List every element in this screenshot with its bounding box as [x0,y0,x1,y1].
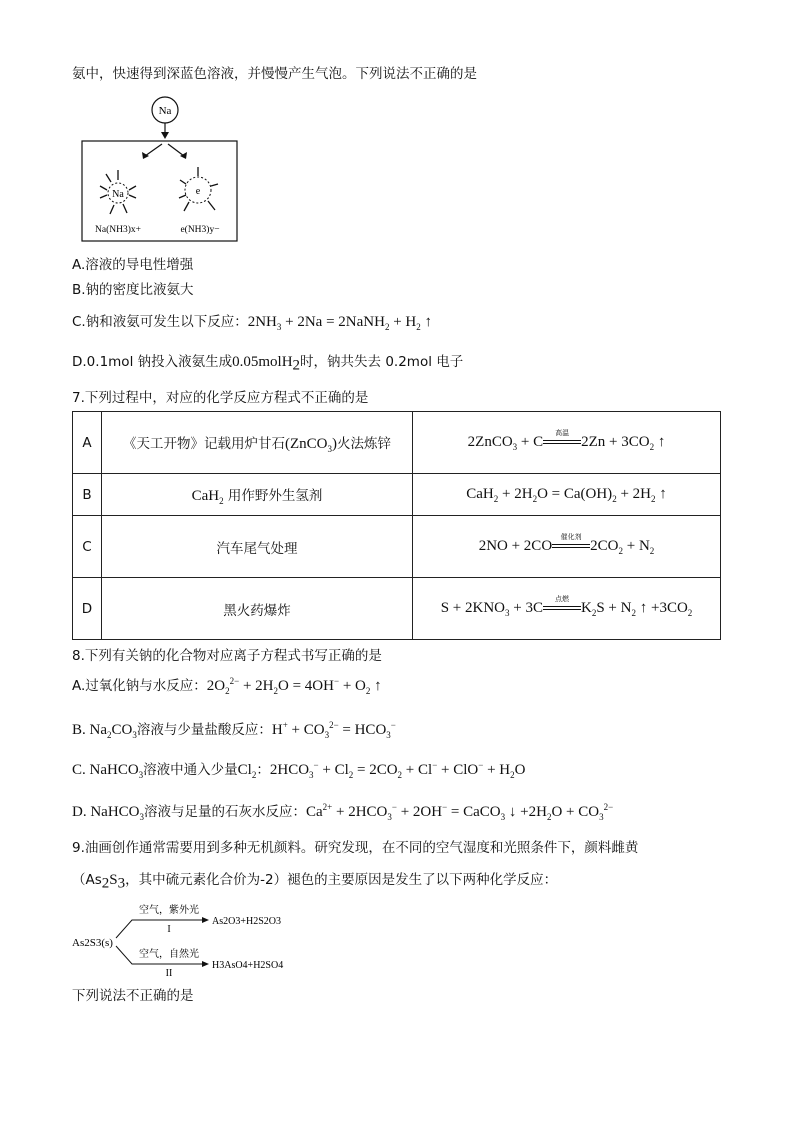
q8-option-a: A.过氧化钠与水反应：$2O_2^{2-} + 2H_2O = 4OH^- + O_2$ ↑ [72,676,382,696]
diagram-na-label: Na [158,105,172,117]
row-equation: $CaH_2 + 2H_2O = Ca(OH)_2 + 2H_2$ ↑ [413,474,721,516]
row-description: 汽车尾气处理 [102,516,413,578]
q6-option-d-suffix: 时，钠共失去 0.2mol 电子 [300,354,464,370]
table-row [73,578,721,640]
row-equation: 2ZnCO$_3$ + C 高温 $2Zn + 3CO_2$ ↑ [413,412,721,474]
q9-stem: 9.油画创作通常需要用到多种无机颜料。研究发现，在不同的空气湿度和光照条件下，颜料雌黄 [72,840,639,856]
row-equation: 2NO + 2CO 催化剂 $2CO_2 + N_2$ [413,516,721,578]
q7-stem: 7.下列过程中，对应的化学反应方程式不正确的是 [72,390,369,406]
q6-option-c-prefix: C.钠和液氨可发生以下反应： [72,314,248,330]
q6-intro: 氨中，快速得到深蓝色溶液，并慢慢产生气泡。下列说法不正确的是 [72,66,477,82]
diagram-left-ion: Na [112,189,124,200]
row-label: B [73,474,102,516]
q7-reaction-table [72,411,721,640]
row-description: CaH$_2$ 用作野外生氢剂 [102,474,413,516]
sodium-ammonia-diagram [80,94,240,244]
row-description: 《天工开物》记载用炉甘石(ZnCO$_3$)火法炼锌 [102,412,413,474]
q6-option-d-prefix: D.0.1mol 钠投入液氨生成 [72,354,233,370]
q9-stem-continued: （$As_2S_3$，其中硫元素化合价为-2）褪色的主要原因是发生了以下两种化学反应： [72,872,558,892]
scheme-reactant: As2S3(s) [72,937,113,949]
scheme-product-1: As2O3+H2S2O3 [212,916,281,927]
q8-option-c: C. NaHCO$_3$溶液中通入少量$Cl_2$：$2HCO_3^- + Cl_2 = 2CO_2 + Cl^- + ClO^- + H_2O$ [72,760,526,780]
row-description: 黑火药爆炸 [102,578,413,640]
scheme-condition-2: 空气，自然光 [139,949,199,960]
row-label: C [73,516,102,578]
q6-option-d: D.0.1mol 钠投入液氨生成0.05molH$_2$时，钠共失去 0.2mol 电子 [72,354,464,374]
diagram-left-label: Na(NH3)x+ [95,225,141,235]
scheme-product-2: H3AsO4+H2SO4 [212,960,284,971]
q9-reaction-scheme [72,898,312,980]
scheme-roman-1: I [167,924,171,935]
q6-option-c-equation: $2NH_3 + 2Na$ = 2NaNH$_2$ + $H_2$ ↑ [247,314,433,332]
q6-option-c [72,312,432,332]
row-label: D [73,578,102,640]
svg-text:e: e [195,186,201,197]
diagram-right-label: e(NH3)y− [180,225,220,235]
row-equation: $S + 2KNO_3 + 3C$ 点燃 $K_2S + N_2$ ↑ $+3CO_2$ [413,578,721,640]
q8-option-b: B. $Na_2CO_3$溶液与少量盐酸反应：$H^+ + CO_3^{2-} = HCO_3^-$ [72,720,396,740]
row-label: A [73,412,102,474]
q6-option-a: A.溶液的导电性增强 [72,257,194,273]
scheme-condition-1: 空气，紫外光 [139,905,199,916]
q8-option-d: D. NaHCO$_3$溶液与足量的石灰水反应：$Ca^{2+} + 2HCO_3^- + 2OH^-$ = CaCO$_3$ ↓ $+2H_2O + CO_3^{2-}$ [72,802,614,822]
q9-tail: 下列说法不正确的是 [72,988,194,1004]
table-row [73,516,721,578]
scheme-roman-2: II [165,968,173,979]
table-row [73,412,721,474]
q8-stem: 8.下列有关钠的化合物对应离子方程式书写正确的是 [72,648,382,664]
q6-option-b: B.钠的密度比液氨大 [72,282,194,298]
table-row [73,474,721,516]
